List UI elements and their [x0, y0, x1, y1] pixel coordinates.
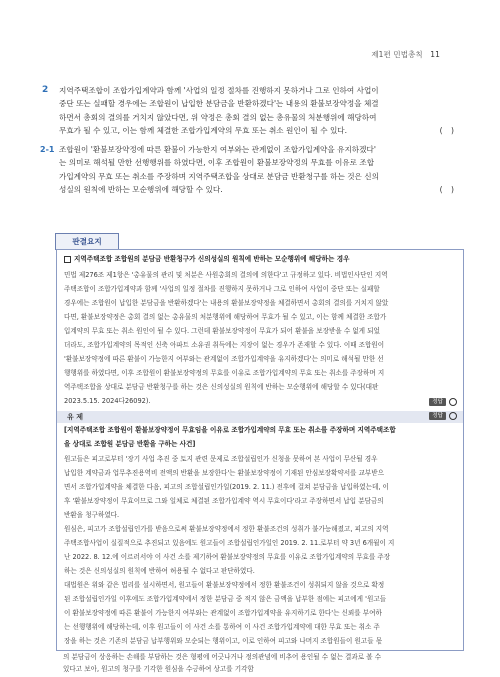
page-number: 11 [430, 50, 440, 59]
ruling-citation: 2023.5.15. 2024다26092). [64, 397, 151, 405]
question-line: 는 의미로 해석될 만한 선행행위를 하였다면, 이후 조합원이 환불보장약정의 무효를 이유로 조합 [59, 158, 375, 168]
ruling-text-line: 주택조합이 조합가입계약과 함께 '사업의 일정 절차를 진행하지 못하거나 그로 인하여 사업이 중단 또는 실패할 [64, 285, 380, 293]
chapter-title: 제1편 민법총칙 [371, 50, 423, 59]
case-header-bar [57, 411, 463, 423]
question-line [59, 183, 457, 196]
question-line: 조합원이 '환불보장약정에 따른 환불이 가능한지 여부와는 관계없이 조합가입계약을 유지하겠다' [59, 145, 376, 154]
case-text-line: 있다고 보아, 원고의 청구를 기각한 원심을 수긍하여 상고를 기각함 [63, 665, 254, 673]
case-text-line: 난 2022. 8. 12.에 이르러서야 이 사건 소를 제기하여 환불보장약정의 무효를 이유로 조합가입계약의 무효를 주장 [64, 553, 391, 561]
question-line: 가입계약의 무효 또는 취소를 주장하며 지역주택조합을 상대로 분담금 반환청구를 하는 것은 신의 [59, 171, 379, 181]
question-number: 2 [42, 85, 49, 95]
case-text-line: 납입한 계약금과 업무추진용역비 전액의 반환을 보장한다'는 환불보장약정이 기재된 안심보장확약서를 교부받으 [64, 469, 385, 477]
case-title-line: [지역주택조합 조합원이 환불보장약정이 무효임을 이유로 조합가입계약의 무효 또는 취소를 주장하며 지역주택조합 [64, 426, 396, 434]
case-text-line: 원심은, 피고가 조합설립인가를 받음으로써 환불보장약정에서 정한 환불조건의 성취가 불가능해졌고, 피고의 지역 [64, 525, 389, 533]
ruling-summary-tag: 판결요지 [55, 233, 119, 250]
question-number: 2-1 [40, 145, 55, 154]
case-text-line: 의 분담금이 상응하는 손해를 부담하는 것은 형평에 어긋나거나 정의관념에 비추어 용인될 수 없는 결과로 볼 수 [63, 653, 382, 661]
ruling-title: 지역주택조합 조합원의 분담금 반환청구가 신의성실의 원칙에 반하는 모순행위에 해당하는 경우 [64, 253, 456, 267]
case-text-line: 이 환불보장약정에 따른 환불이 가능한지 여부와는 관계없이 조합가입계약을 유지하기로 한다'는 신뢰를 부여하 [64, 609, 382, 617]
answer-badge: 정답 [429, 412, 446, 420]
case-label: 유 제 [67, 413, 83, 421]
case-title-line: 을 상대로 조합원 분담금 반환을 구하는 사건] [64, 440, 196, 448]
question-2 [42, 84, 457, 138]
ruling-summary-panel [56, 249, 464, 651]
ruling-text-line: '환불보장약정에 따른 환불이 가능한지 여부와는 관계없이 조합가입계약을 유지하겠다'는 의미로 해석될 만한 선 [64, 355, 384, 363]
case-text-line: 원고들은 피고로부터 '장기 사업 추진 중 토지 관련 문제로 조합설립인가 신청을 못하여 본 사업이 무산될 경우 [64, 455, 378, 463]
ruling-text-line: 다면, 환불보장약정은 총회 결의 없는 총유물의 처분행위에 해당하여 무효가 될 수 있고, 이는 함께 체결한 조합가 [64, 313, 387, 321]
question-line: 중단 또는 실패할 경우에는 조합원이 납입한 분담금을 반환하겠다'는 내용의 환불보장약정을 체결 [59, 99, 379, 109]
ruling-text-line: 더라도, 조합가입계약의 목적인 신축 아파트 소유권 취득에는 지장이 없는 경우가 존재할 수 있다. 이때 조합원이 [64, 341, 385, 349]
answer-marker [429, 412, 457, 420]
page-header [371, 49, 440, 60]
case-text-line: 면서 조합가입계약을 체결한 다음, 피고의 조합설립인가일(2019. 2. 11.) 전후에 걸쳐 분담금을 납입하였는데, 이 [64, 483, 389, 491]
circle-icon [449, 412, 457, 420]
question-line: 하면서 총회의 결의를 거치지 않았다면, 위 약정은 총회 결의 없는 총유물의 처분행위에 해당하여 [59, 112, 377, 122]
answer-blank: ( ) [439, 126, 457, 136]
circle-icon [449, 398, 457, 406]
question-line [59, 124, 457, 137]
ruling-text-line: 경우에는 조합원이 납입한 분담금을 반환하겠다'는 내용의 환불보장약정을 체결하면서 총회의 결의를 거치지 않았 [64, 299, 389, 307]
question-text: 성실의 원칙에 반하는 모순행위에 해당할 수 있다. [59, 185, 223, 195]
case-text-line: 후 '환불보장약정이 무효이므로 그와 일체로 체결된 조합가입계약 역시 무효이다'라고 주장하면서 납입 분담금의 [64, 497, 384, 505]
answer-blank: ( ) [439, 185, 457, 195]
question-2-1 [40, 143, 457, 197]
case-text-line: 장을 하는 것은 기존의 분담금 납부행위와 모순되는 행위이고, 이로 인하여 피고와 나머지 조합원들이 원고들 몫 [64, 637, 383, 645]
question-text: 무효가 될 수 있고, 이는 함께 체결한 조합가입계약의 무효 또는 취소 원인이 될 수 있다. [59, 126, 348, 136]
case-text-line: 는 선행행위에 해당하는데, 이후 원고들이 이 사건 소를 통하여 이 사건 조합가입계약에 대한 무효 또는 취소 주 [64, 623, 380, 631]
case-text-line: 하는 것은 신의성실의 원칙에 반하여 허용될 수 없다고 판단하였다. [64, 567, 255, 575]
ruling-text-line: 입계약의 무효 또는 취소 원인이 될 수 있다. 그런데 환불보장약정이 무효가 되어 환불을 보장받을 수 없게 되었 [64, 327, 380, 335]
ruling-text-line: 민법 제276조 제1항은 '총유물의 관리 및 처분은 사원총회의 결의에 의한다'고 규정하고 있다. 비법인사단인 지역 [64, 271, 388, 279]
case-text-line: 대법원은 위와 같은 법리를 설시하면서, 원고들이 환불보장약정에서 정한 환불조건이 성취되지 않을 것으로 확정 [64, 581, 385, 589]
ruling-text-line: 행행위를 하였다면, 이후 조합원이 환불보장약정의 무효를 이유로 조합가입계약의 무효 또는 취소를 주장하며 지 [64, 369, 385, 377]
case-text-line: 주택조합사업이 실질적으로 추진되고 있음에도 원고들이 조합설립인가일인 2019. 2. 11.로부터 약 3년 6개월이 지 [64, 539, 395, 547]
ruling-text-line: 역주택조합을 상대로 분담금 반환청구를 하는 것은 신의성실의 원칙에 반하는 모순행위에 해당할 수 있다(대판 [64, 383, 379, 391]
answer-badge: 정답 [429, 398, 446, 406]
question-line: 지역주택조합이 조합가입계약과 함께 '사업의 일정 절차를 진행하지 못하거나 그로 인하여 사업이 [59, 86, 379, 95]
case-text-line: 된 조합설립인가일 이후에도 조합가입계약에서 정한 분담금 중 적지 않은 금액을 납부한 점에는 피고에게 '원고들 [64, 595, 387, 603]
case-text-line: 반환을 청구하였다. [64, 511, 120, 519]
answer-marker [429, 398, 457, 406]
square-bullet-icon [64, 256, 71, 263]
